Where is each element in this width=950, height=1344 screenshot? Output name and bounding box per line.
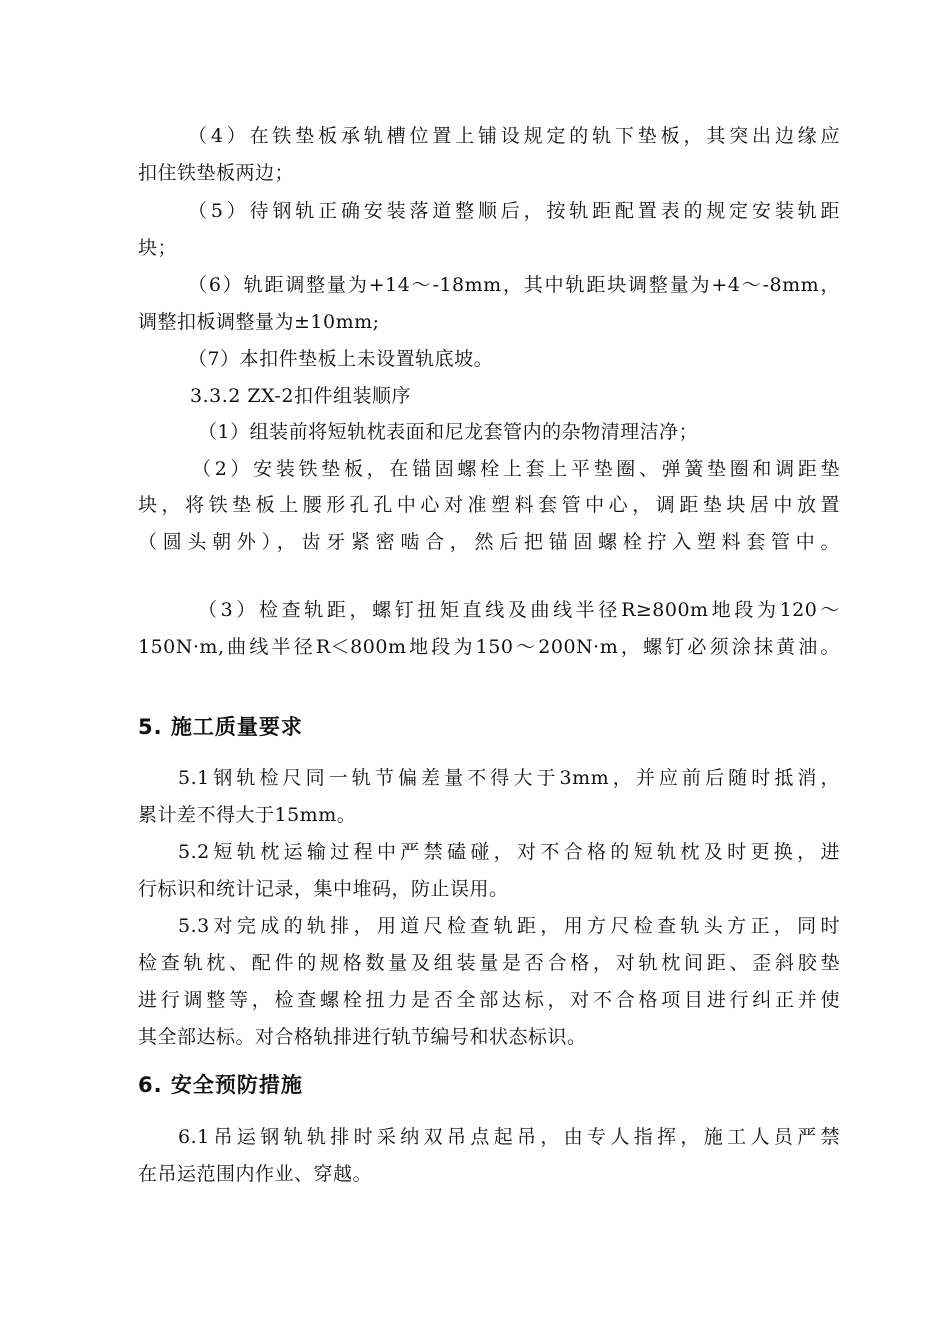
paragraph-line: （5）待钢轨正确安装落道整顺后，按轨距配置表的规定安装轨距 (188, 200, 840, 222)
paragraph-line: 调整扣板调整量为±10mm; (138, 311, 380, 333)
paragraph-line: （7）本扣件垫板上未设置轨底坡。 (188, 348, 494, 370)
paragraph-line: 块； (138, 237, 178, 259)
paragraph-line: 累计差不得大于15mm。 (138, 804, 357, 826)
paragraph-line: （1）组装前将短轨枕表面和尼龙套管内的杂物清理洁净； (198, 421, 699, 443)
paragraph-line: 在吊运范围内作业、穿越。 (138, 1163, 373, 1185)
paragraph-line: 5.1钢轨检尺同一轨节偏差量不得大于3mm，并应前后随时抵消， (178, 767, 840, 789)
paragraph-line: （圆头朝外），齿牙紧密啮合，然后把锚固螺栓拧入塑料套管中。 (138, 531, 840, 553)
section-heading: 6. 安全预防措施 (138, 1073, 303, 1097)
paragraph-line: 5.3对完成的轨排，用道尺检查轨距，用方尺检查轨头方正，同时 (178, 915, 840, 937)
paragraph-line: 检查轨枕、配件的规格数量及组装量是否合格，对轨枕间距、歪斜胶垫 (138, 952, 840, 974)
paragraph-line: （6）轨距调整量为+14～-18mm，其中轨距块调整量为+4～-8mm， (188, 274, 840, 296)
paragraph-line: （3）检查轨距，螺钉扭矩直线及曲线半径R≥800m地段为120～ (198, 599, 840, 621)
paragraph-line: 行标识和统计记录，集中堆码，防止误用。 (138, 878, 509, 900)
paragraph-line: 5.2短轨枕运输过程中严禁磕碰，对不合格的短轨枕及时更换，进 (178, 841, 840, 863)
paragraph-line: 6.1吊运钢轨轨排时采纳双吊点起吊，由专人指挥，施工人员严禁 (178, 1126, 840, 1148)
paragraph-line: 扣住铁垫板两边； (138, 162, 295, 184)
paragraph-line: 进行调整等，检查螺栓扭力是否全部达标，对不合格项目进行纠正并使 (138, 989, 840, 1011)
paragraph-line: （2）安装铁垫板，在锚固螺栓上套上平垫圈、弹簧垫圈和调距垫 (192, 458, 840, 480)
paragraph-line: 块，将铁垫板上腰形孔孔中心对准塑料套管中心，调距垫块居中放置 (138, 494, 840, 516)
section-heading: 5. 施工质量要求 (138, 715, 303, 739)
subsection-title: 3.3.2 ZX-2扣件组装顺序 (190, 385, 411, 407)
paragraph-line: 其全部达标。对合格轨排进行轨节编号和状态标识。 (138, 1026, 587, 1048)
paragraph-line: 150N·m,曲线半径R＜800m地段为150～200N·m，螺钉必须涂抹黄油。 (138, 636, 840, 658)
paragraph-line: （4）在铁垫板承轨槽位置上铺设规定的轨下垫板，其突出边缘应 (188, 125, 840, 147)
